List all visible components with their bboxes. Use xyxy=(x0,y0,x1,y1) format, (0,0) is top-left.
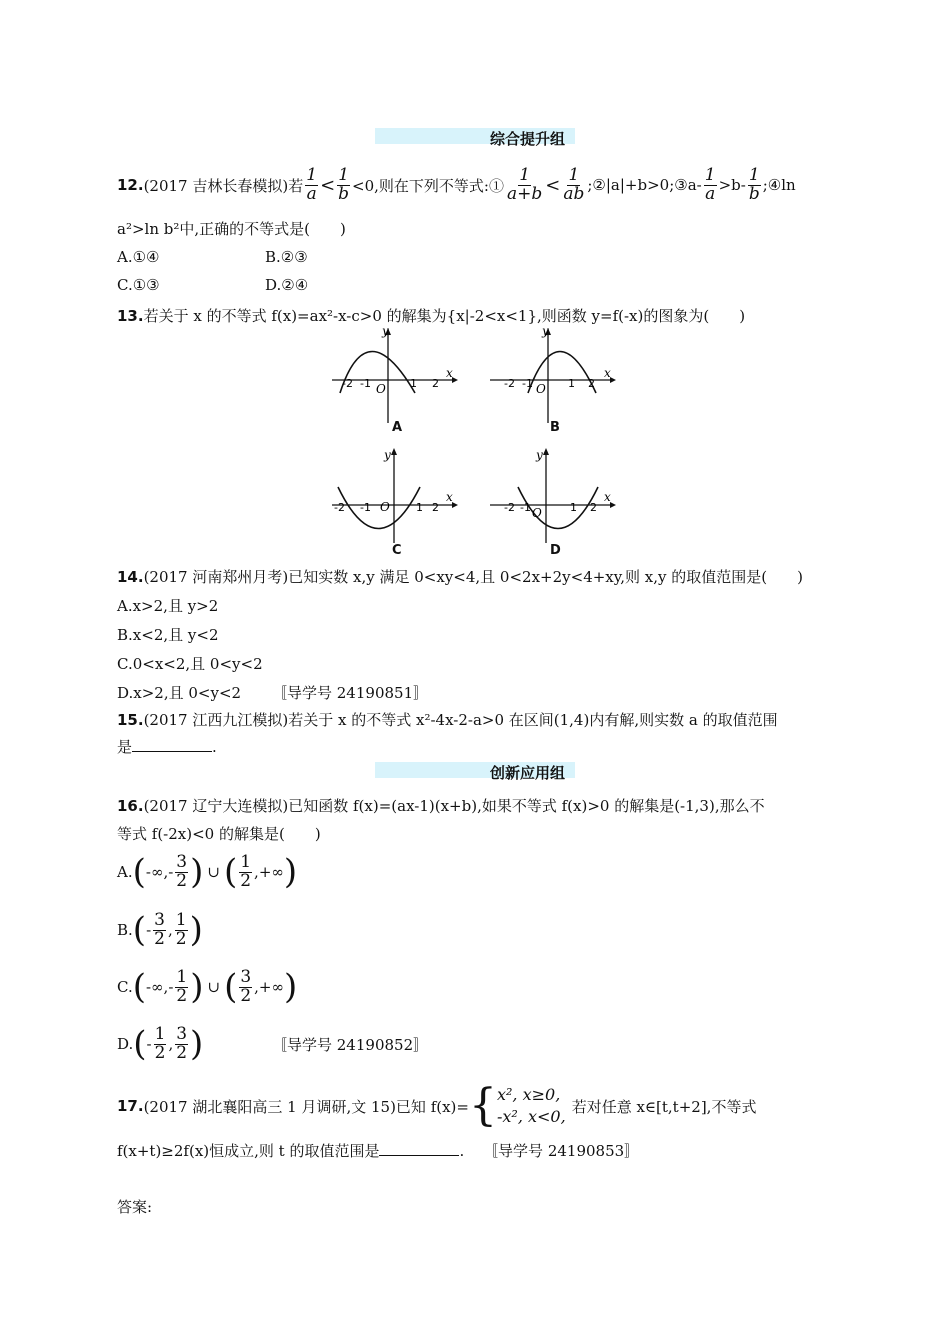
piecewise-brace: { xyxy=(468,1080,497,1131)
fraction-1-over-ab: $\frac{1}{ab}$ xyxy=(563,164,585,204)
guide-number-ref: 〚导学号 24190851〛 xyxy=(272,684,429,702)
question-number: 13. xyxy=(117,307,144,325)
graph-a xyxy=(330,325,460,425)
tick-label: -1 xyxy=(360,501,371,514)
fraction-1-over-a: $\frac{1}{a}$ xyxy=(704,164,716,204)
tick-label: 1 xyxy=(416,501,423,514)
section-title-comprehensive: 综合提升组 xyxy=(490,130,566,148)
tick-label: -1 xyxy=(360,377,371,390)
section-title-innovative: 创新应用组 xyxy=(490,764,566,782)
tick-label: 2 xyxy=(432,377,439,390)
tick-label: -1 xyxy=(522,377,533,390)
fraction-1-over-2: $\frac{1}{2}$ xyxy=(154,1023,166,1063)
fraction-1-over-b: $\frac{1}{b}$ xyxy=(338,164,350,204)
x-axis-label: x xyxy=(446,490,453,504)
option-c: C. ( -∞,- $\frac{1}{2}$ ) ∪ ( $\frac{3}{2}$ ,+∞ ) xyxy=(117,966,298,1007)
question-16-line2: 等式 f(-2x)<0 的解集是( ) xyxy=(117,825,321,843)
answer-blank[interactable] xyxy=(132,737,212,752)
tick-label: 2 xyxy=(590,501,597,514)
y-axis-label: y xyxy=(382,325,389,338)
tick-label: 1 xyxy=(570,501,577,514)
question-13-line: 13.若关于 x 的不等式 f(x)=ax²-x-c>0 的解集为{x|-2<x<1},则函数 y=f(-x)的图象为( ) xyxy=(117,307,746,325)
guide-number-ref: 〚导学号 24190852〛 xyxy=(272,1036,429,1054)
graph-label-d: D xyxy=(550,543,561,558)
fraction-1-over-2: $\frac{1}{2}$ xyxy=(175,909,187,949)
fraction-3-over-2: $\frac{3}{2}$ xyxy=(240,966,252,1006)
option-d: D.②④ xyxy=(265,276,309,294)
graph-label-b: B xyxy=(550,420,560,435)
option-b: B. ( - $\frac{3}{2}$ , $\frac{1}{2}$ ) xyxy=(117,909,203,950)
question-12-line1: 12. (2017 吉林长春模拟)若 $\frac{1}{a}$ < $\frac{1}{b}$ <0,则在下列不等式:① $\frac{1}{a+b}$ < $\frac{1}{ab}$ ;②|a|+b>0;③a- $\frac{1}{a}$ >b- $\frac{1}{b}$ ;④ln xyxy=(117,164,796,204)
option-b: B.x<2,且 y<2 xyxy=(117,626,219,644)
option-c: C.①③ xyxy=(117,276,160,294)
tick-label: 2 xyxy=(588,377,595,390)
fraction-1-over-a: $\frac{1}{a}$ xyxy=(306,164,318,204)
question-number: 12. xyxy=(117,176,144,194)
option-a: A. ( -∞,- $\frac{3}{2}$ ) ∪ ( $\frac{1}{2}$ ,+∞ ) xyxy=(117,851,298,892)
tick-label: 2 xyxy=(432,501,439,514)
option-a: A.①④ xyxy=(117,248,160,266)
graph-b xyxy=(488,325,618,425)
answer-label: 答案: xyxy=(117,1198,153,1216)
tick-label: 1 xyxy=(410,377,417,390)
question-16-line1: 16.(2017 辽宁大连模拟)已知函数 f(x)=(ax-1)(x+b),如果不等式 f(x)>0 的解集是(-1,3),那么不 xyxy=(117,797,765,815)
question-number: 15. xyxy=(117,711,144,729)
fraction-3-over-2: $\frac{3}{2}$ xyxy=(176,1023,188,1063)
y-axis-label: y xyxy=(536,448,543,462)
y-axis-label: y xyxy=(542,325,549,338)
tick-label: -1 xyxy=(520,501,531,514)
question-number: 14. xyxy=(117,568,144,586)
graph-label-c: C xyxy=(392,543,402,558)
question-number: 17. xyxy=(117,1097,144,1115)
question-14-line: 14.(2017 河南郑州月考)已知实数 x,y 满足 0<xy<4,且 0<2x+2y<4+xy,则 x,y 的取值范围是( ) xyxy=(117,568,803,586)
origin-label: O xyxy=(536,382,546,396)
x-axis-label: x xyxy=(604,366,611,380)
piecewise-cases: x², x≥0, -x², x<0, xyxy=(496,1085,566,1126)
x-axis-label: x xyxy=(604,490,611,504)
graph-d xyxy=(488,445,618,545)
fraction-1-over-2: $\frac{1}{2}$ xyxy=(176,966,188,1006)
origin-label: O xyxy=(376,382,386,396)
tick-label: -2 xyxy=(504,377,515,390)
option-c: C.0<x<2,且 0<y<2 xyxy=(117,655,263,673)
question-17-line1: 17. (2017 湖北襄阳高三 1 月调研,文 15)已知 f(x)= { x², x≥0, -x², x<0, 若对任意 x∈[t,t+2],不等式 xyxy=(117,1080,757,1131)
question-15-line2: 是 . xyxy=(117,738,217,756)
origin-label: O xyxy=(532,506,542,520)
option-a: A.x>2,且 y>2 xyxy=(117,597,219,615)
question-12-line2: a²>ln b²中,正确的不等式是( ) xyxy=(117,220,346,238)
y-axis-label: y xyxy=(384,448,391,462)
parabola-graph-d xyxy=(488,445,618,545)
fraction-3-over-2: $\frac{3}{2}$ xyxy=(154,909,165,949)
graph-c xyxy=(330,445,460,545)
origin-label: O xyxy=(380,500,390,514)
tick-label: -2 xyxy=(334,501,345,514)
tick-label: -2 xyxy=(504,501,515,514)
x-axis-label: x xyxy=(446,366,453,380)
question-17-line2: f(x+t)≥2f(x)恒成立,则 t 的取值范围是 . 〚导学号 24190853〛 xyxy=(117,1142,640,1160)
option-d: D.x>2,且 0<y<2 xyxy=(117,684,242,702)
parabola-graph-a xyxy=(330,325,460,425)
answer-blank[interactable] xyxy=(379,1141,459,1156)
parabola-graph-c xyxy=(330,445,460,545)
parabola-graph-b xyxy=(488,325,618,425)
tick-label: -2 xyxy=(342,377,353,390)
fraction-1-over-2: $\frac{1}{2}$ xyxy=(240,851,252,891)
option-d: D. ( - $\frac{1}{2}$ , $\frac{3}{2}$ ) xyxy=(117,1023,204,1064)
fraction-3-over-2: $\frac{3}{2}$ xyxy=(176,851,188,891)
tick-label: 1 xyxy=(568,377,575,390)
fraction-1-over-b: $\frac{1}{b}$ xyxy=(748,164,760,204)
question-number: 16. xyxy=(117,797,144,815)
question-15-line1: 15.(2017 江西九江模拟)若关于 x 的不等式 x²-4x-2-a>0 在区间(1,4)内有解,则实数 a 的取值范围 xyxy=(117,711,778,729)
graph-label-a: A xyxy=(392,420,403,435)
fraction-1-over-a-plus-b: $\frac{1}{a+b}$ xyxy=(506,164,543,204)
guide-number-ref: 〚导学号 24190853〛 xyxy=(483,1142,640,1160)
option-b: B.②③ xyxy=(265,248,308,266)
